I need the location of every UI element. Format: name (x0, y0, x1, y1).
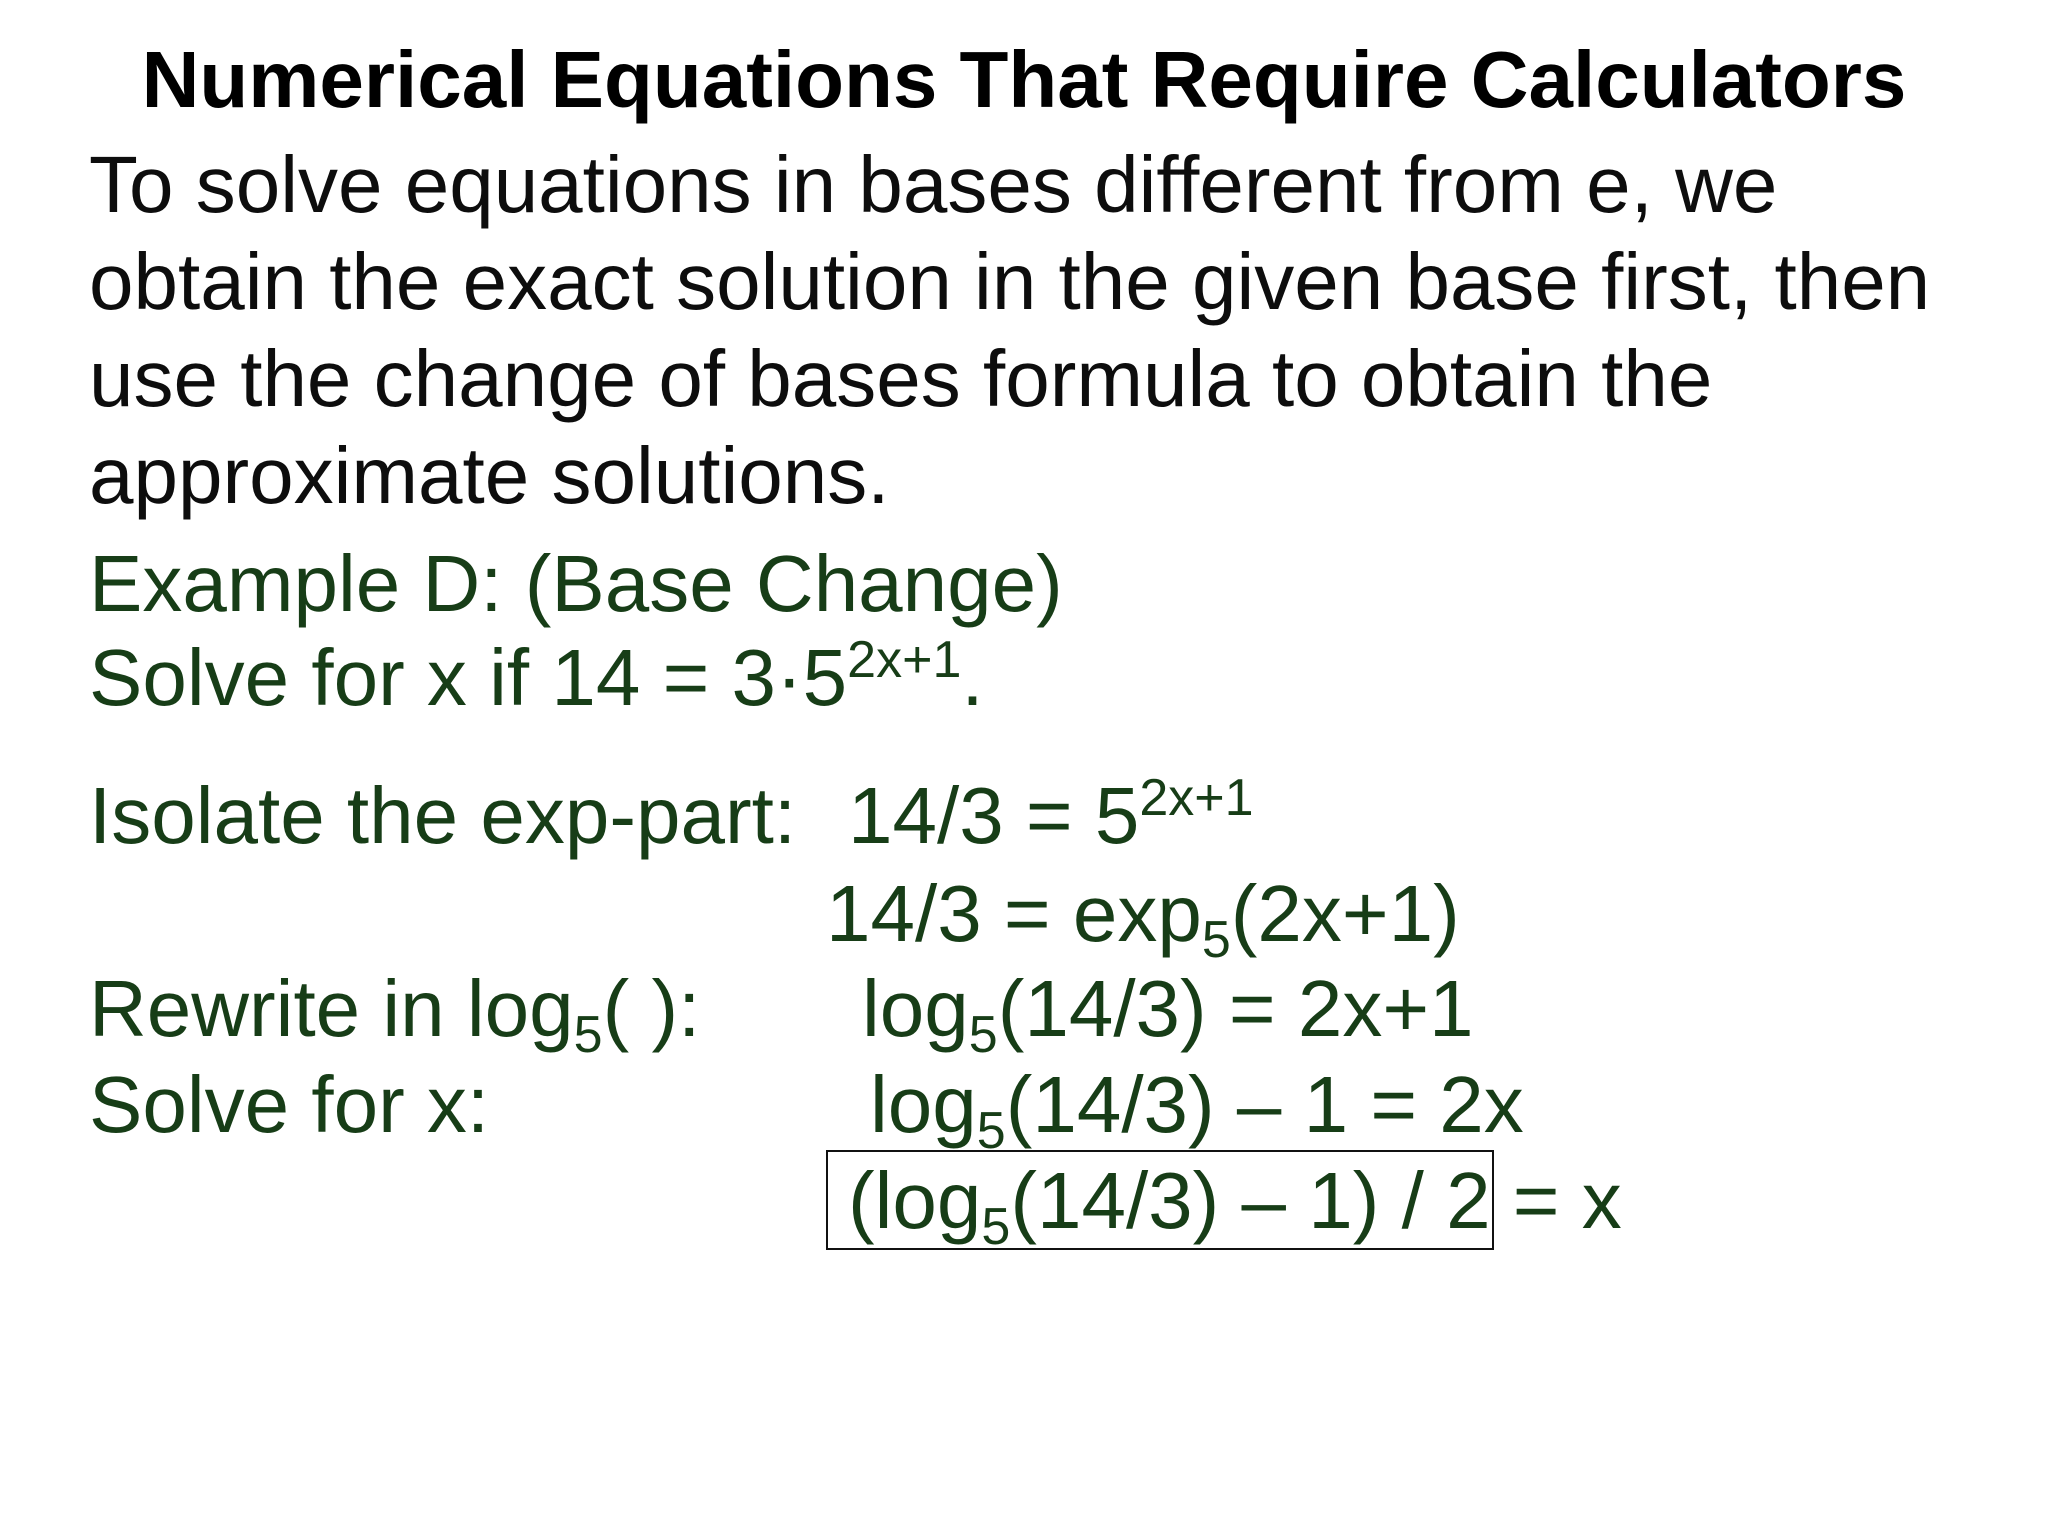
rewrite-eq-base: 5 (968, 1006, 998, 1064)
exp-form-base: 5 (1201, 911, 1231, 969)
solve-eq-base: 5 (976, 1102, 1006, 1160)
answer-equation (848, 1155, 1622, 1256)
answer-open: (log (848, 1156, 982, 1245)
rewrite-label-base: 5 (573, 1006, 603, 1064)
rewrite-label (89, 963, 701, 1064)
solve-eq-rest: (14/3) – 1 = 2x (1005, 1060, 1524, 1149)
intro-paragraph: To solve equations in bases different from e, we obtain the exact solution in the given base first, then use the change of bases formula to obtain the approximate solutions. (89, 140, 1931, 520)
isolate-equation (848, 770, 1254, 862)
slide-title: Numerical Equations That Require Calculators (141, 35, 1907, 124)
problem-exponent: 2x+1 (847, 631, 962, 689)
answer-base: 5 (981, 1198, 1011, 1256)
exp-form-text: 14/3 = exp (826, 869, 1202, 958)
solve-eq-log: log (870, 1060, 977, 1149)
solve-label: Solve for x: (89, 1060, 490, 1149)
problem-text: Solve for x if 14 = 3·5 (89, 633, 848, 722)
answer-equals-x: = x (1490, 1156, 1622, 1245)
exp-form-equation (826, 868, 1460, 969)
rewrite-label-paren: ( ): (602, 964, 701, 1053)
answer-expression: (14/3) – 1) / 2 (1010, 1156, 1491, 1245)
isolate-label: Isolate the exp-part: (89, 771, 797, 860)
rewrite-label-text: Rewrite in log (89, 964, 574, 1053)
exp-form-arg: (2x+1) (1230, 869, 1460, 958)
problem-period: . (961, 633, 984, 722)
rewrite-eq-log: log (862, 964, 969, 1053)
isolate-eq-text: 14/3 = 5 (848, 771, 1140, 860)
rewrite-eq-rest: (14/3) = 2x+1 (997, 964, 1474, 1053)
example-problem (89, 632, 984, 724)
isolate-eq-exponent: 2x+1 (1139, 769, 1254, 827)
example-heading: Example D: (Base Change) (89, 539, 1063, 628)
solve-equation (870, 1059, 1524, 1160)
rewrite-equation (862, 963, 1474, 1064)
